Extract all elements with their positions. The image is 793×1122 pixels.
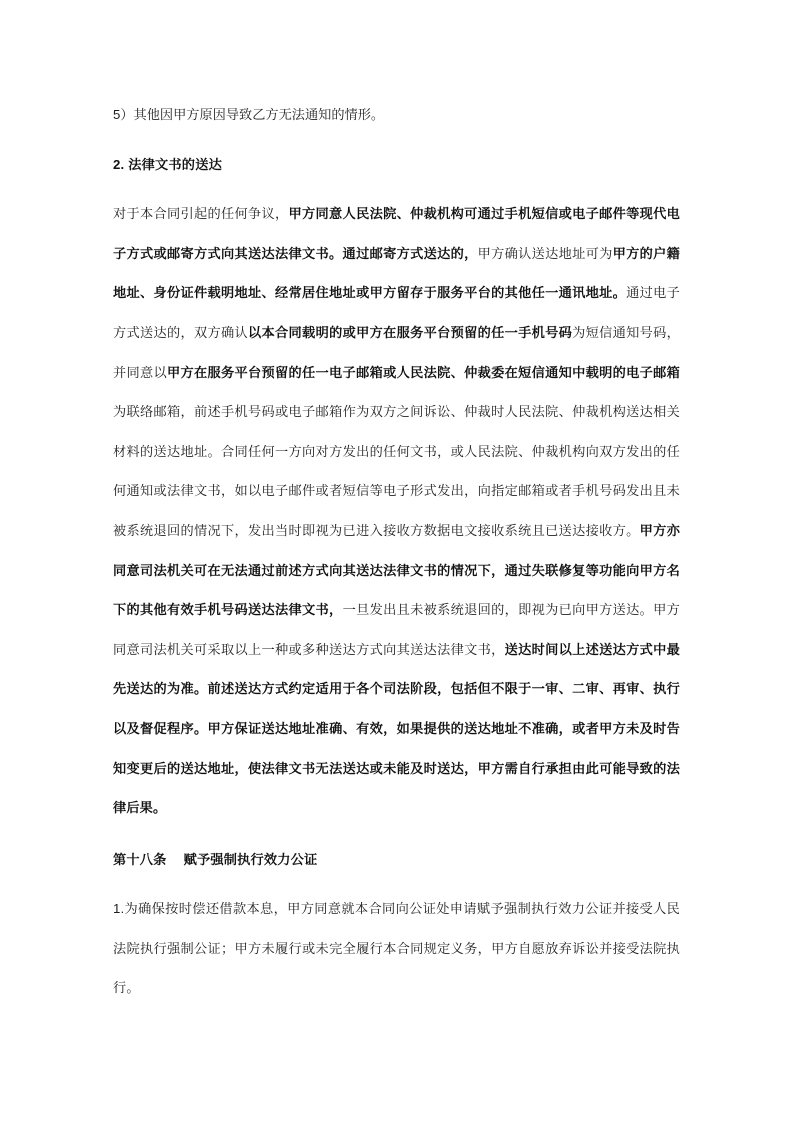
text-run: 为短信通知号码，并同意以 bbox=[113, 324, 681, 380]
text-run: 为联络邮箱，前述手机号码或电子邮箱作为双方之间诉讼、仲裁时人民法院、仲裁机构送达相关材料的送达地址。合同任何一方向对方发出的任何文书，或人民法院、仲裁机构向双方发出的任何通知或法律文书，如以电子邮件或者短信等电子形式发出，向指定邮箱或者手机号码发出且未被系统退回的情况下，发出当时即视为已进入接收方数据电文接收系统且已送达接收方。 bbox=[113, 404, 680, 538]
clause-number: 第十八条 bbox=[113, 851, 167, 867]
text-run: 甲方确认送达地址可为 bbox=[477, 245, 613, 261]
clause-heading-article-18 bbox=[113, 840, 680, 880]
spacer bbox=[113, 828, 680, 840]
spacer bbox=[113, 184, 680, 194]
section-heading-legal-document-service: 2. 法律文书的送达 bbox=[113, 156, 222, 172]
text-run: 通过电子方式送达的，双方确认 bbox=[113, 285, 680, 340]
clause-title: 赋予强制执行效力公证 bbox=[183, 851, 318, 867]
emphasis-run: 甲方亦同意司法机关可在无法通过前述方式向其送达法律文书的情况下，通过失联修复等功能向甲方名下的其他有效手机号码送达法律文书， bbox=[113, 522, 680, 618]
spacer bbox=[113, 879, 680, 889]
text-run: 对于本合同引起的任何争议， bbox=[113, 206, 289, 222]
paragraph-service-of-legal-documents bbox=[113, 194, 680, 828]
spacer bbox=[113, 135, 680, 145]
emphasis-run: 甲方的户籍地址、身份证件载明地址、经常居住地址或甲方留存于服务平台的其他任一通讯地址。 bbox=[113, 245, 681, 301]
paragraph-article-18-item-1 bbox=[113, 889, 680, 1008]
emphasis-run: 甲方在服务平台预留的任一电子邮箱或人民法院、仲裁委在短信通知中载明的电子邮箱 bbox=[167, 364, 680, 380]
emphasis-run: 甲方同意人民法院、仲裁机构可通过手机短信或电子邮件等现代电子方式或邮寄方式向其送达法律文书。通过邮寄方式送达的， bbox=[113, 206, 680, 261]
list-item-5: 5）其他因甲方原因导致乙方无法通知的情形。 bbox=[113, 107, 385, 122]
emphasis-run: 以本合同载明的或甲方在服务平台预留的任一手机号码 bbox=[248, 324, 573, 340]
document-body bbox=[113, 95, 680, 1008]
text-run: 一旦发出且未被系统退回的，即视为已向甲方送达。甲方同意司法机关可采取以上一种或多种送达方式向其送达法律文书， bbox=[113, 602, 680, 657]
text-run: 1.为确保按时偿还借款本息，甲方同意就本合同向公证处申请赋予强制执行效力公证并接受人民法院执行强制公证；甲方未履行或未完全履行本合同规定义务，甲方自愿放弃诉讼并接受法院执行。 bbox=[113, 901, 680, 996]
emphasis-run: 送达时间以上述送达方式中最先送达的为准。前述送达方式约定适用于各个司法阶段，包括但不限于一审、二审、再审、执行以及督促程序。甲方保证送达地址准确、有效，如果提供的送达地址不准确，或者甲方未及时告知变更后的送达地址，使法律文书无法送达或未能及时送达，甲方需自行承担由此可能导致的法律后果。 bbox=[113, 641, 680, 816]
